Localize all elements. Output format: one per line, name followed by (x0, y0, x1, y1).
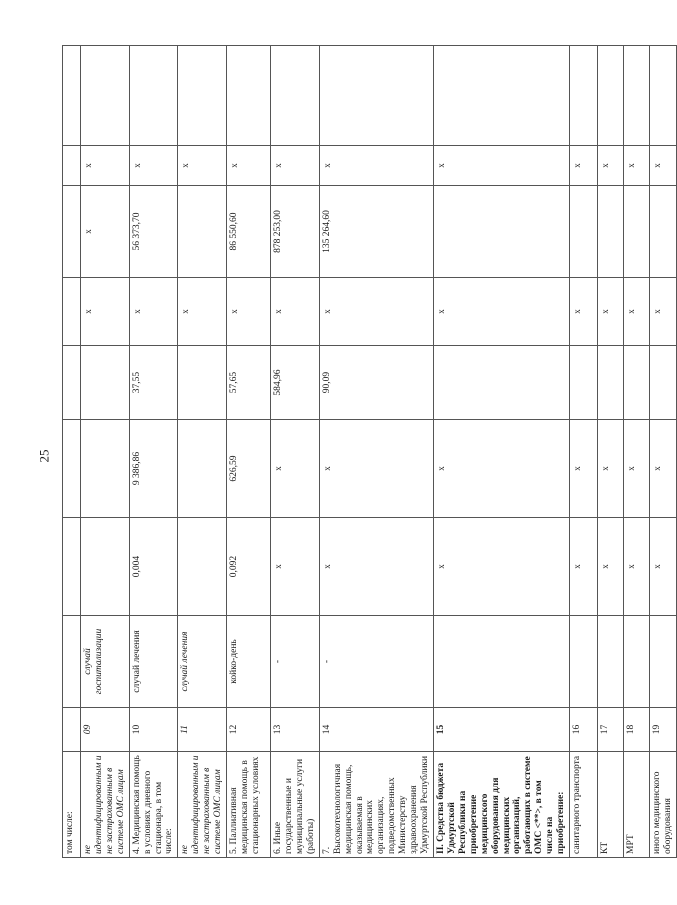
value-cell (63, 186, 81, 278)
value-cell: x (81, 146, 130, 186)
value-cell: 11 (178, 708, 227, 752)
value-cell (178, 346, 227, 420)
page-number: 25 (36, 449, 52, 463)
value-cell: 37,55 (129, 346, 178, 420)
value-cell: 9 386,86 (129, 420, 178, 518)
value-cell: x (433, 278, 569, 346)
value-cell (178, 186, 227, 278)
value-cell: x (624, 278, 650, 346)
empty-cell (598, 46, 624, 146)
row-label-cell: II. Средства бюджета Удмуртской Республики на приобретение медицинского оборудования для медицинских организаций, работающих в системе ОМС <**>, в том числе на приобретение: (433, 752, 569, 858)
row-label-cell: санитарного транспорта (570, 752, 598, 858)
row-label-cell: КТ (598, 752, 624, 858)
value-cell: x (650, 420, 677, 518)
value-cell: x (319, 146, 433, 186)
value-cell (63, 346, 81, 420)
row-label-cell: 7. Высокотехнологичная медицинская помощь, оказываемая в медицинских организациях, подведомственных Министерству здравоохранения Удмуртской Республики (319, 752, 433, 858)
value-cell: x (271, 518, 320, 616)
value-cell: x (319, 420, 433, 518)
table-row (81, 46, 130, 858)
row-label-cell: МРТ (624, 752, 650, 858)
value-cell: 584,96 (271, 346, 320, 420)
value-cell: x (598, 146, 624, 186)
value-cell: x (178, 146, 227, 186)
table-row (570, 46, 598, 858)
empty-cell (319, 46, 433, 146)
value-cell: 16 (570, 708, 598, 752)
value-cell: x (81, 278, 130, 346)
value-cell: 18 (624, 708, 650, 752)
value-cell: - (271, 616, 320, 708)
row-label-cell: 5. Паллиативная медицинская помощь в стационарных условиях (227, 752, 271, 858)
value-cell (178, 420, 227, 518)
row-label-cell: 6. Иные государственные и муниципальные услуги (работы) (271, 752, 320, 858)
value-cell: x (81, 186, 130, 278)
value-cell: x (650, 278, 677, 346)
value-cell: x (271, 146, 320, 186)
value-cell: 0,092 (227, 518, 271, 616)
empty-cell (227, 46, 271, 146)
document-table-wrapper (62, 46, 673, 858)
value-cell: x (624, 146, 650, 186)
value-cell (63, 518, 81, 616)
empty-cell (570, 46, 598, 146)
value-cell: 90,09 (319, 346, 433, 420)
table-row (598, 46, 624, 858)
value-cell: x (598, 518, 624, 616)
row-label-cell: том числе: (63, 752, 81, 858)
value-cell (63, 146, 81, 186)
value-cell (81, 518, 130, 616)
value-cell: случай госпитализации (81, 616, 130, 708)
empty-cell (81, 46, 130, 146)
row-label-cell: иного медицинского оборудования (650, 752, 677, 858)
value-cell (624, 616, 650, 708)
value-cell: x (433, 420, 569, 518)
value-cell: 17 (598, 708, 624, 752)
value-cell: x (624, 420, 650, 518)
table-row (271, 46, 320, 858)
value-cell: 14 (319, 708, 433, 752)
value-cell: x (433, 518, 569, 616)
value-cell: x (129, 278, 178, 346)
value-cell (433, 616, 569, 708)
value-cell (81, 420, 130, 518)
table-row (63, 46, 81, 858)
value-cell (650, 616, 677, 708)
value-cell: случай лечения (129, 616, 178, 708)
value-cell (598, 616, 624, 708)
empty-cell (63, 46, 81, 146)
value-cell: койко-день (227, 616, 271, 708)
value-cell (570, 616, 598, 708)
value-cell: x (271, 278, 320, 346)
value-cell: x (433, 146, 569, 186)
table-row (433, 46, 569, 858)
row-label-cell: не идентифицированным и не застрахованным в системе ОМС лицам (178, 752, 227, 858)
value-cell: x (570, 420, 598, 518)
empty-cell (624, 46, 650, 146)
value-cell: x (129, 146, 178, 186)
document-table (62, 45, 677, 858)
empty-cell (129, 46, 178, 146)
value-cell (433, 186, 569, 278)
value-cell (598, 346, 624, 420)
value-cell (624, 346, 650, 420)
table-row (319, 46, 433, 858)
value-cell (650, 346, 677, 420)
value-cell: 19 (650, 708, 677, 752)
value-cell: x (227, 146, 271, 186)
table-row (650, 46, 677, 858)
value-cell (63, 708, 81, 752)
value-cell: 12 (227, 708, 271, 752)
value-cell (63, 278, 81, 346)
value-cell: x (570, 146, 598, 186)
value-cell (63, 420, 81, 518)
value-cell (650, 186, 677, 278)
table-body (63, 46, 677, 858)
value-cell: 56 373,70 (129, 186, 178, 278)
value-cell: 15 (433, 708, 569, 752)
value-cell (178, 518, 227, 616)
value-cell: x (650, 518, 677, 616)
empty-cell (271, 46, 320, 146)
value-cell (63, 616, 81, 708)
value-cell: 09 (81, 708, 130, 752)
value-cell: x (570, 518, 598, 616)
value-cell: 878 253,00 (271, 186, 320, 278)
value-cell: x (598, 420, 624, 518)
value-cell: x (319, 278, 433, 346)
table-row (227, 46, 271, 858)
value-cell: x (178, 278, 227, 346)
value-cell: случай лечения (178, 616, 227, 708)
value-cell: - (319, 616, 433, 708)
value-cell: x (624, 518, 650, 616)
value-cell: x (598, 278, 624, 346)
empty-cell (650, 46, 677, 146)
value-cell: 10 (129, 708, 178, 752)
value-cell: x (650, 146, 677, 186)
value-cell: x (319, 518, 433, 616)
row-label-cell: не идентифицированным и не застрахованным в системе ОМС лицам (81, 752, 130, 858)
value-cell (624, 186, 650, 278)
value-cell: 86 550,60 (227, 186, 271, 278)
value-cell (570, 346, 598, 420)
value-cell: 0,004 (129, 518, 178, 616)
value-cell: x (271, 420, 320, 518)
row-label-cell: 4. Медицинская помощь в условиях дневного стационара, в том числе: (129, 752, 178, 858)
table-row (624, 46, 650, 858)
value-cell: 135 264,60 (319, 186, 433, 278)
table-row (178, 46, 227, 858)
value-cell (81, 346, 130, 420)
empty-cell (178, 46, 227, 146)
empty-cell (433, 46, 569, 146)
value-cell (598, 186, 624, 278)
value-cell: 13 (271, 708, 320, 752)
table-row (129, 46, 178, 858)
value-cell: x (227, 278, 271, 346)
value-cell: 626,59 (227, 420, 271, 518)
value-cell (433, 346, 569, 420)
value-cell: x (570, 278, 598, 346)
value-cell (570, 186, 598, 278)
value-cell: 57,65 (227, 346, 271, 420)
